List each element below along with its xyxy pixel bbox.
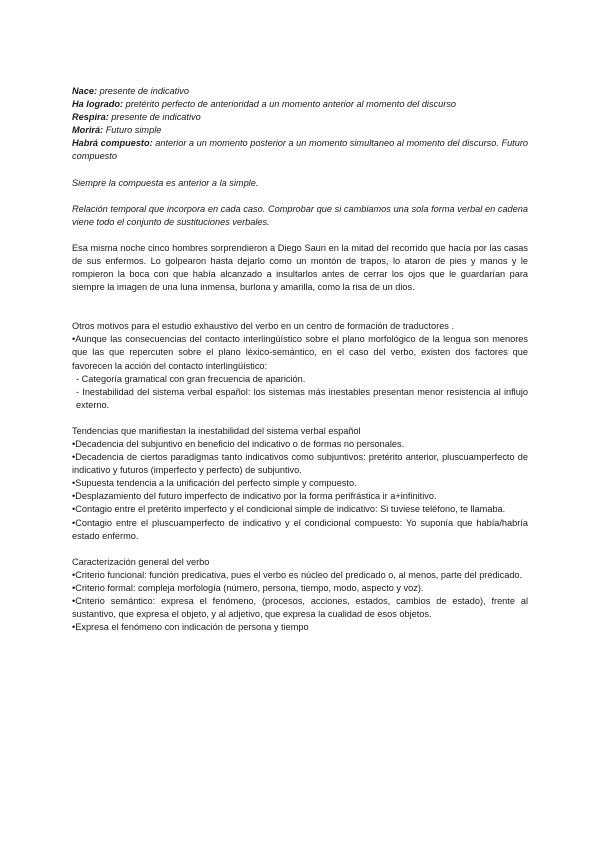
- definition-line: Nace: presente de indicativo: [72, 86, 189, 96]
- story-paragraph: Esa misma noche cinco hombres sorprendieron a Diego Sauri en la mitad del recorrido que hacía por las casas de sus enfermos. Lo golpearon hasta dejarlo como un montón de trapos, lo ataron de pies y manos y le rompieron la boca con que había alcanzado a insultarlos antes de cerrar los ojos que le guardarían para siempre la imagen de una luna inmensa, burlona y amarilla, como la risa de un dios.: [72, 242, 528, 293]
- list-item: •Expresa el fenómeno con indicación de persona y tiempo: [72, 622, 309, 633]
- list-item: •Criterio funcional: función predicativa, pues el verbo es núcleo del predicado o, al menos, parte del predicado.: [72, 569, 523, 580]
- section-motivos: [72, 320, 528, 412]
- list-item: •Criterio semántico: expresa el fenómeno, (procesos, acciones, estados, cambios de estado), frente al sustantivo, que expresa el objeto, y al adjetivo, que expresa la cualidad de esos objetos.: [72, 596, 528, 620]
- note-temporal-relation: Relación temporal que incorpora en cada caso. Comprobar que si cambiamos una sola forma verbal en cadena viene todo el conjunto de sustituciones verbales.: [72, 203, 528, 227]
- document-body: [72, 85, 528, 634]
- list-item: - Categoría gramatical con gran frecuencia de aparición.: [76, 373, 306, 384]
- list-item: •Supuesta tendencia a la unificación del perfecto simple y compuesto.: [72, 478, 357, 489]
- section-intro: •Aunque las consecuencias del contacto interlingüístico sobre el plano morfológico de la lengua son menores que las que repercuten sobre el plano léxico-semántico, en el caso del verbo, existen dos factores que favorecen la acción del contacto interlingüístico:: [72, 334, 528, 371]
- definition-line: Ha logrado: pretérito perfecto de anterioridad a un momento anterior al momento del discurso: [72, 99, 457, 110]
- section-caracterizacion: [72, 556, 528, 635]
- definition-line: Morirá: Futuro simple: [72, 125, 162, 136]
- list-item: •Decadencia de ciertos paradigmas tanto indicativos como subjuntivos: pretérito anterior, pluscuamperfecto de indicativo y futuros (imperfecto y perfecto) de subjuntivo.: [72, 452, 528, 476]
- list-item: •Contagio entre el pretérito imperfecto y el condicional simple de indicativo: Si tuviese teléfono, te llamaba.: [72, 504, 506, 515]
- section-title: Caracterización general del verbo: [72, 556, 210, 567]
- section-title: Otros motivos para el estudio exhaustivo del verbo en un centro de formación de traductores .: [72, 321, 454, 332]
- list-item: •Contagio entre el pluscuamperfecto de indicativo y el condicional compuesto: Yo suponía que había/habría estado enfermo.: [72, 517, 528, 541]
- list-item: - Inestabilidad del sistema verbal español: los sistemas más inestables presentan menor resistencia al influjo externo.: [76, 386, 528, 410]
- section-title: Tendencias que manifiestan la inestabilidad del sistema verbal español: [72, 425, 361, 436]
- section-tendencias: [72, 425, 528, 543]
- definition-line: Respira: presente de indicativo: [72, 112, 201, 123]
- verb-definitions: [72, 85, 528, 164]
- list-item: •Decadencia del subjuntivo en beneficio del indicativo o de formas no personales.: [72, 438, 405, 449]
- note-compound-anterior: Siempre la compuesta es anterior a la simple.: [72, 177, 259, 188]
- definition-line: Habrá compuesto: anterior a un momento posterior a un momento simultaneo al momento del discurso. Futuro compuesto: [72, 138, 529, 162]
- list-item: •Desplazamiento del futuro imperfecto de indicativo por la forma perifrástica ir a+infinitivo.: [72, 491, 437, 502]
- list-item: •Criterio formal: compleja morfología (número, persona, tiempo, modo, aspecto y voz).: [72, 582, 424, 593]
